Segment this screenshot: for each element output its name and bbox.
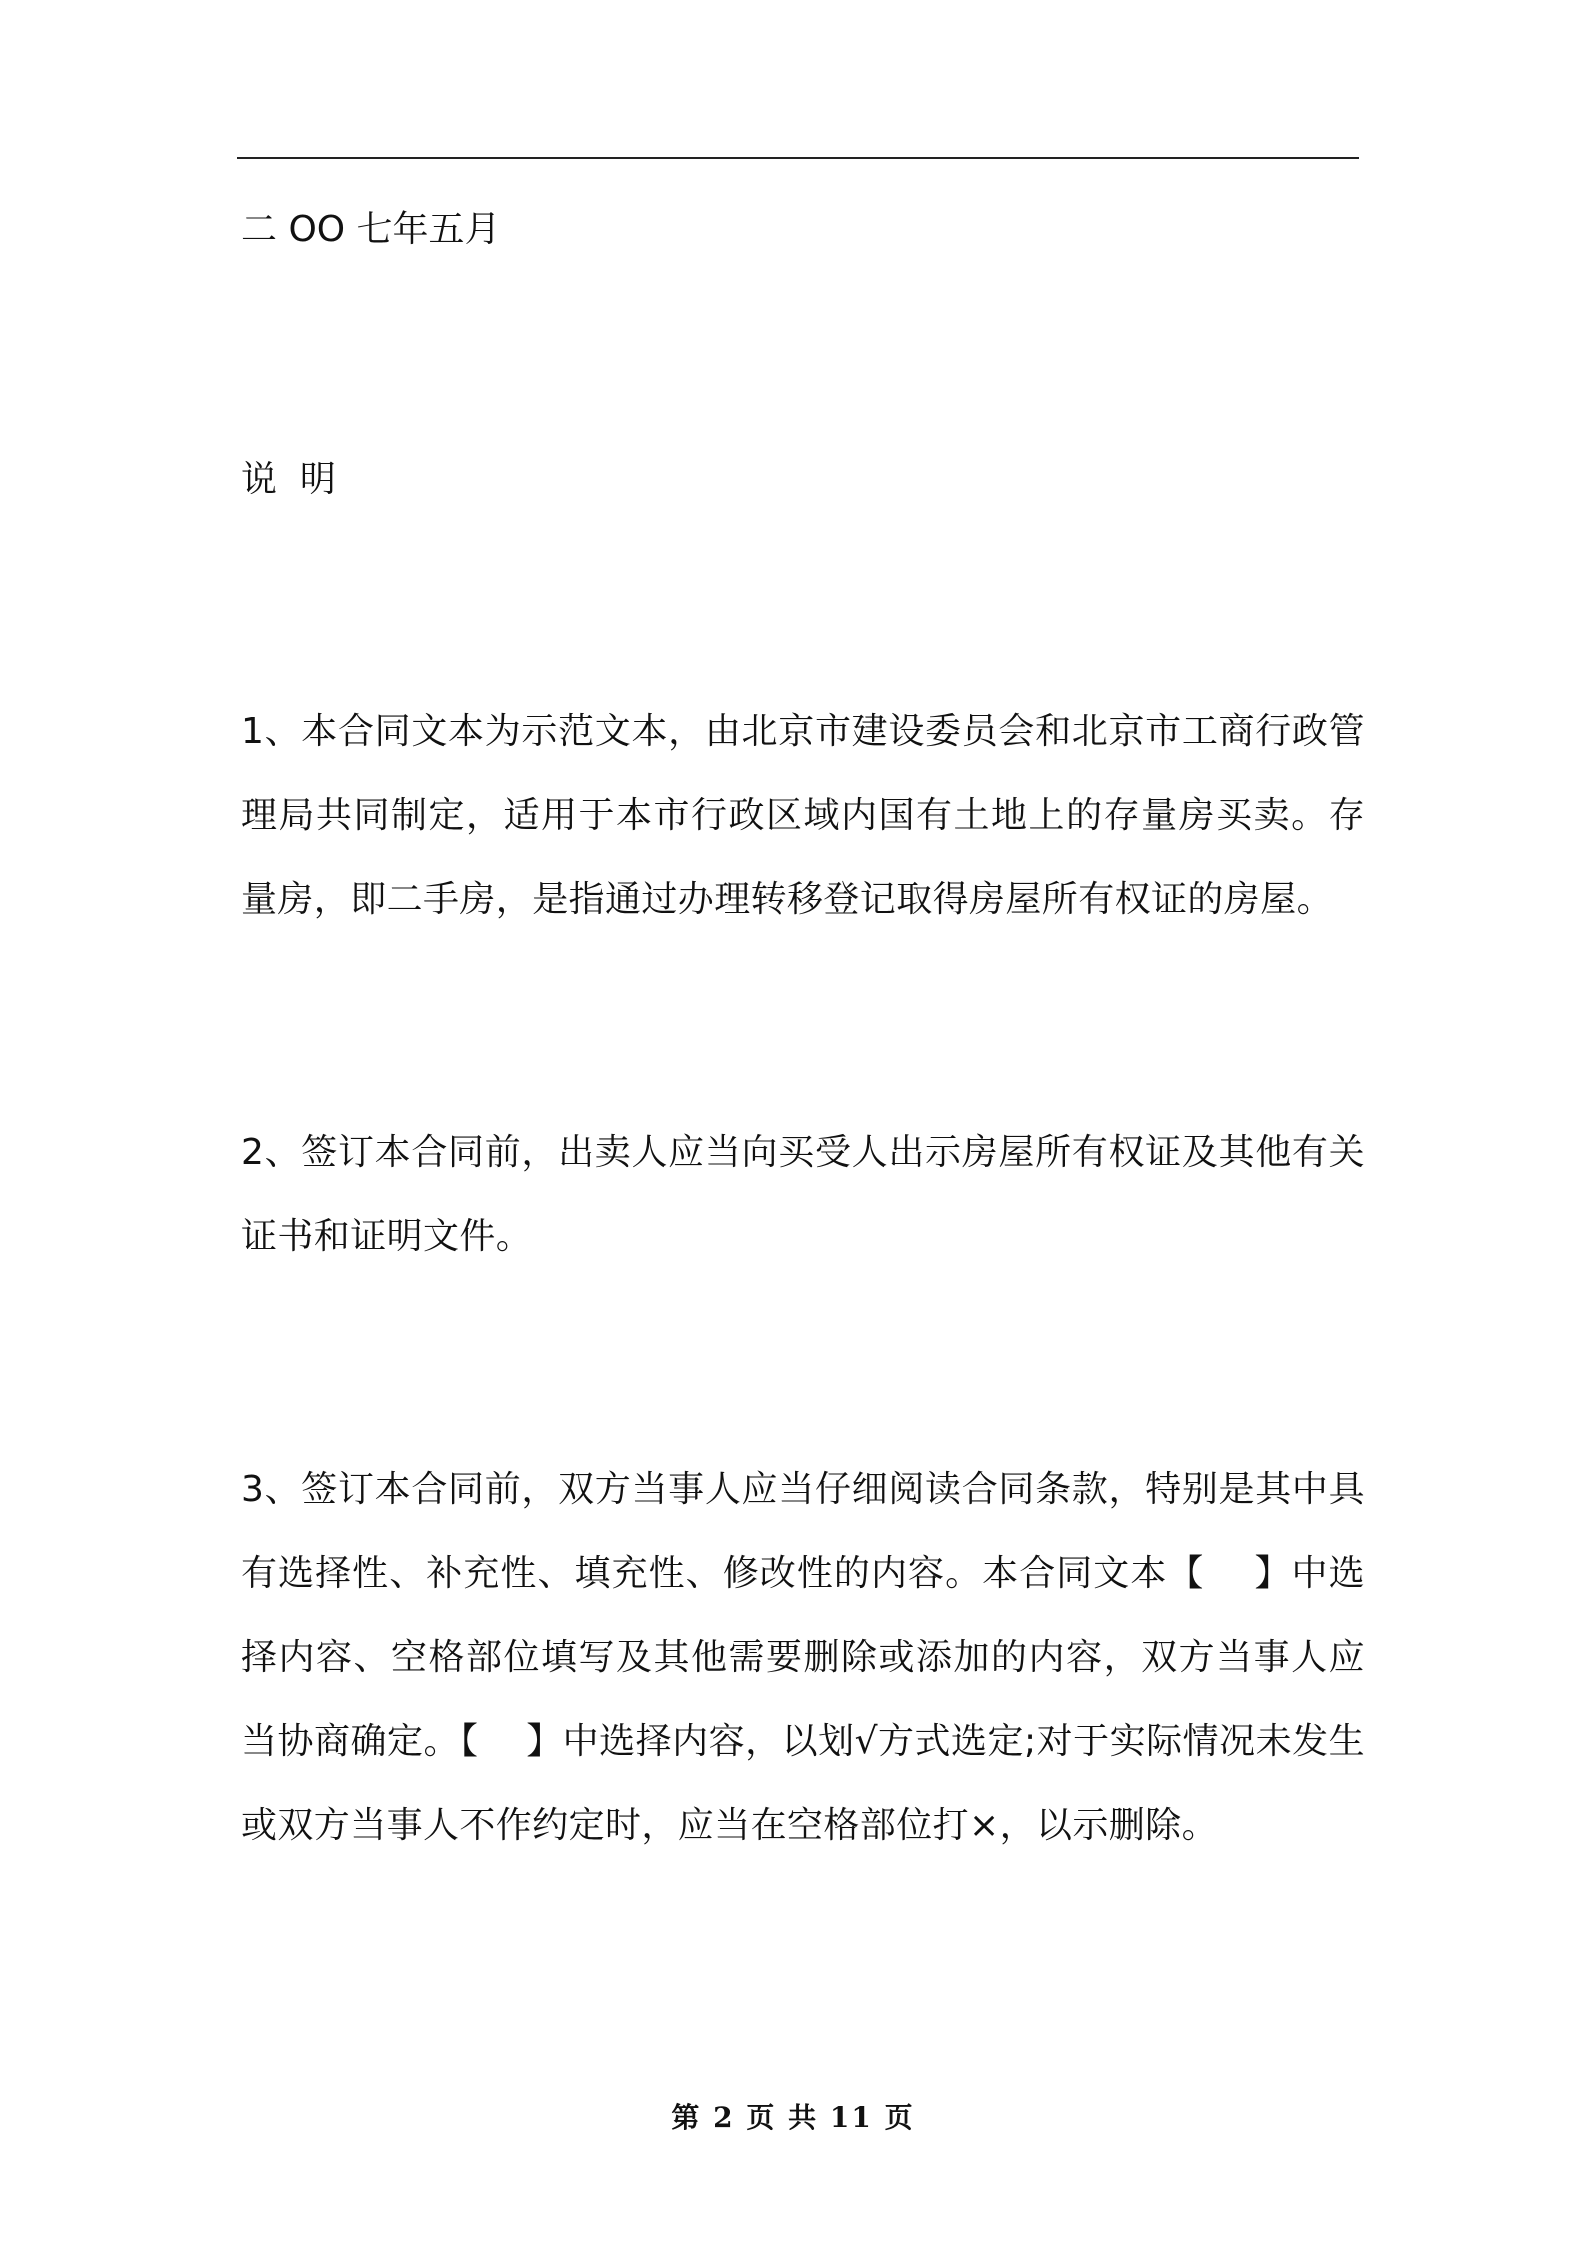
section-heading: 说 明 bbox=[241, 459, 336, 500]
date-line: 二 OO 七年五月 bbox=[241, 209, 501, 250]
header-rule bbox=[237, 157, 1359, 159]
paragraph-3: 3、签订本合同前，双方当事人应当仔细阅读合同条款，特别是其中具有选择性、补充性、填充性、修改性的内容。本合同文本【 】中选择内容、空格部位填写及其他需要删除或添加的内容，双方当事人应当协商确定。【 】中选择内容，以划√方式选定;对于实际情况未发生或双方当事人不作约定时，应当在空格部位打×，以示删除。 bbox=[241, 1469, 1365, 1846]
paragraph-1: 1、本合同文本为示范文本，由北京市建设委员会和北京市工商行政管理局共同制定，适用于本市行政区域内国有土地上的存量房买卖。存量房，即二手房，是指通过办理转移登记取得房屋所有权证的房屋。 bbox=[241, 711, 1365, 920]
page-number-footer: 第 2 页 共 11 页 bbox=[671, 2101, 915, 2134]
paragraph-2: 2、签订本合同前，出卖人应当向买受人出示房屋所有权证及其他有关证书和证明文件。 bbox=[241, 1132, 1365, 1257]
